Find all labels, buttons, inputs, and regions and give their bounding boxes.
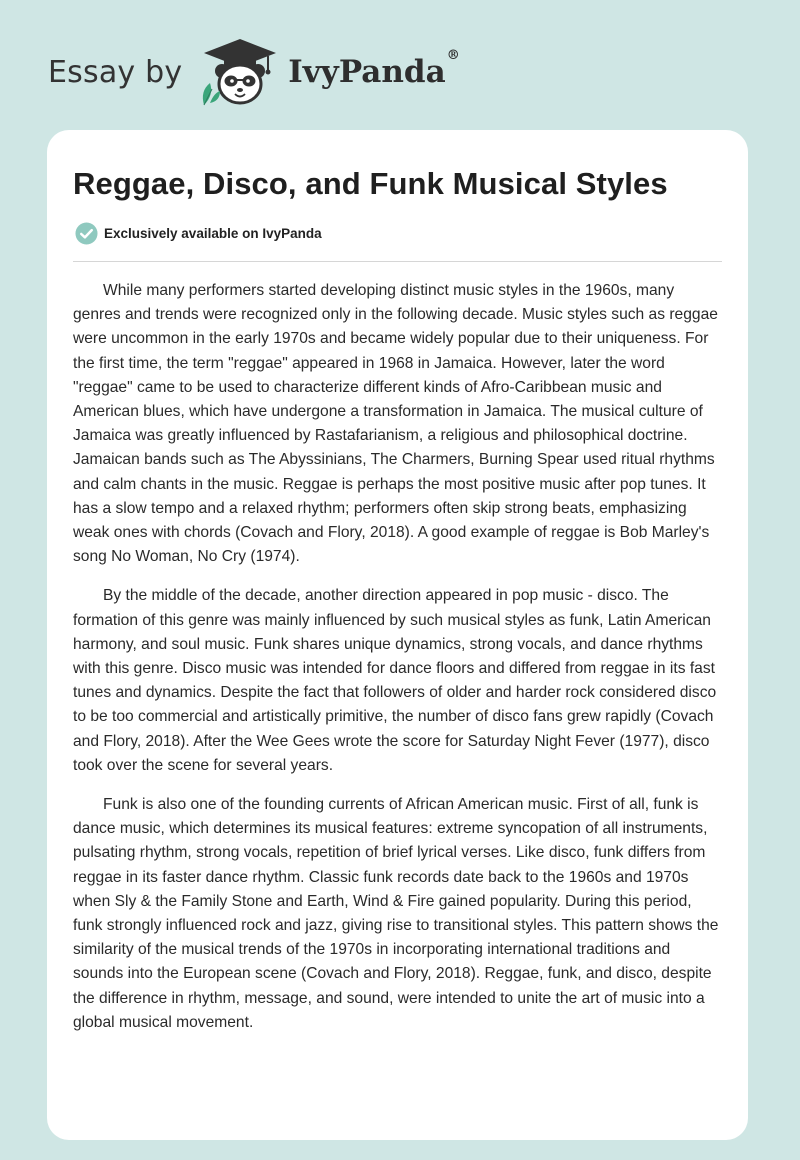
- brand-name[interactable]: [288, 47, 460, 90]
- registered-mark: ®: [446, 47, 460, 63]
- exclusive-badge: [75, 222, 322, 245]
- page-title: Reggae, Disco, and Funk Musical Styles: [73, 166, 668, 201]
- essay-body: [73, 279, 723, 1050]
- paragraph: Funk is also one of the founding currents of African American music. First of all, funk is dance music, which determines its musical features: extreme syncopation of all instruments, pulsating rhythm, strong vocals, repetition of brief lyrical verses. Like disco, funk differs from reggae in its faster dance rhythm. Classic funk records date back to the 1960s and 1970s when Sly & the Family Stone and Earth, Wind & Fire gained popularity. During this period, funk strongly influenced rock and jazz, giving rise to transitional styles. This pattern shows the similarity of the musical trends of the 1970s in incorporating international traditions and sounds into the European scene (Covach and Flory, 2018). Reggae, funk, and disco, despite the difference in rhythm, message, and sound, were intended to unite the art of music into a global musical movement.: [73, 796, 719, 1031]
- site-header: [48, 36, 460, 108]
- divider: [73, 261, 722, 262]
- essay-by-label: Essay by: [48, 54, 183, 90]
- paragraph: By the middle of the decade, another direction appeared in pop music - disco. The formation of this genre was mainly influenced by such musical styles as funk, Latin American harmony, and soul music. Funk shares unique dynamics, strong vocals, and dance rhythms with this genre. Disco music was intended for dance floors and differed from reggae in its fast tunes and dynamics. Despite the fact that followers of older and harder rock considered disco to be too commercial and artistically primitive, the number of disco fans grew rapidly (Covach and Flory, 2018). After the Wee Gees wrote the score for Saturday Night Fever (1977), disco took over the scene for several years.: [73, 587, 717, 774]
- exclusive-badge-label: Exclusively available on IvyPanda: [104, 226, 322, 241]
- essay-card: [47, 130, 748, 1140]
- paragraph: While many performers started developing distinct music styles in the 1960s, many genres and trends were recognized only in the following decade. Music styles such as reggae were uncommon in the early 1970s and became widely popular due to their uniqueness. For the first time, the term "reggae" appeared in 1968 in Jamaica. However, later the word "reggae" came to be used to characterize different kinds of Afro-Caribbean music and American blues, which have undergone a transformation in Jamaica. The musical culture of Jamaica was greatly influenced by Rastafarianism, a religious and philosophical doctrine. Jamaican bands such as The Abyssinians, The Charmers, Burning Spear used ritual rhythms and calm chants in the music. Reggae is perhaps the most positive music after pop tunes. It has a slow tempo and a relaxed rhythm; performers often skip strong beats, emphasizing weak ones with chords (Covach and Flory, 2018). A good example of reggae is Bob Marley's song No Woman, No Cry (1974).: [73, 282, 718, 566]
- brand-text: IvyPanda: [288, 54, 446, 90]
- panda-graduate-icon[interactable]: [198, 37, 282, 107]
- check-circle-icon: [75, 222, 98, 245]
